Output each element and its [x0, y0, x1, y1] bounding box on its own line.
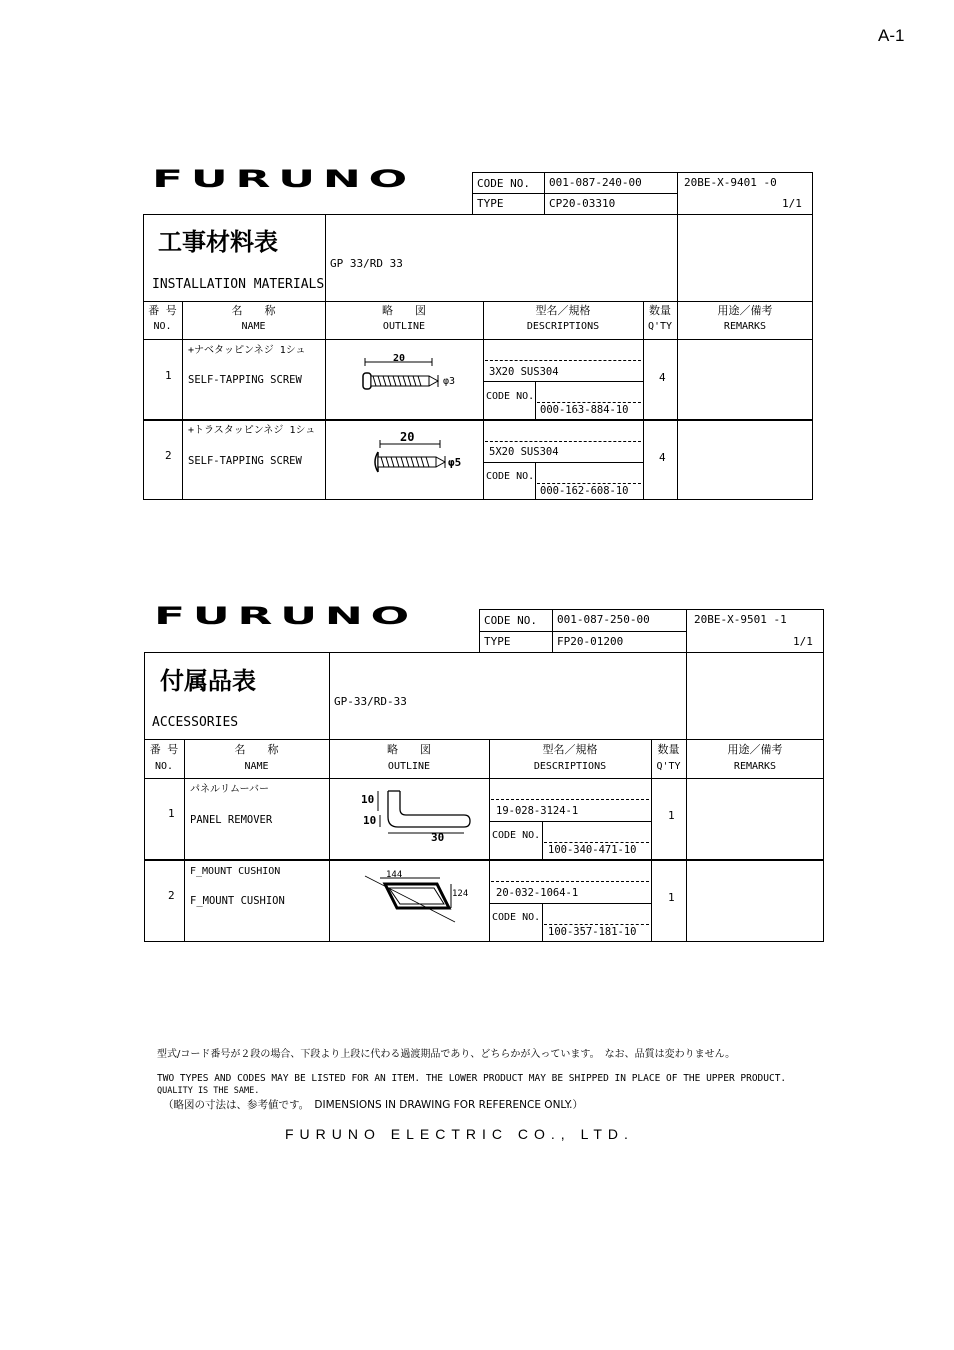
header-desc-jp: 型名／規格 — [535, 304, 591, 317]
item-qty: 4 — [659, 451, 666, 464]
outline-length: 20 — [400, 430, 415, 444]
header-qty-en: Q'TY — [656, 761, 681, 772]
outline-diameter: φ5 — [448, 456, 462, 469]
header-outline-en: OUTLINE — [387, 761, 431, 772]
header-qty-jp: 数量 — [649, 304, 671, 317]
header-qty-jp: 数量 — [657, 743, 680, 756]
type-value: FP20-01200 — [557, 635, 624, 648]
type-value: CP20-03310 — [549, 197, 616, 210]
outline-diameter: φ3 — [443, 376, 456, 387]
header-remarks-jp: 用途／備考 — [717, 304, 773, 317]
outline-length: 30 — [431, 831, 445, 844]
header-desc-en: DESCRIPTIONS — [526, 321, 600, 332]
footer-note-reference: （略図の寸法は、参考値です。 DIMENSIONS IN DRAWING FOR REFERENCE ONLY.） — [163, 1099, 584, 1111]
footer-note-en: TWO TYPES AND CODES MAY BE LISTED FOR AN ITEM. THE LOWER PRODUCT MAY BE SHIPPED IN PLACE OF THE UPPER PRODUCT. — [157, 1073, 787, 1084]
item-name-jp: +トラスタッピンネジ 1シュ — [188, 425, 316, 436]
header-desc-en: DESCRIPTIONS — [533, 761, 607, 772]
doc-number: 20BE-X-9501 -1 — [694, 613, 787, 626]
item-qty: 4 — [659, 371, 666, 384]
outline-height: 10 — [361, 793, 375, 806]
outline-length: 144 — [386, 870, 403, 880]
outline-length: 20 — [393, 353, 406, 364]
header-outline-jp: 略 図 — [382, 304, 426, 317]
page-number: A-1 — [878, 26, 905, 45]
item-description: 5X20 SUS304 — [489, 446, 559, 458]
code-no-label: CODE NO. — [492, 912, 541, 923]
cushion-outline-drawing — [355, 870, 465, 930]
item-code: 000-163-884-10 — [540, 404, 629, 416]
item-qty: 1 — [668, 809, 675, 822]
item-qty: 1 — [668, 891, 675, 904]
row-number: 2 — [168, 889, 175, 902]
header-qty-en: Q'TY — [647, 321, 673, 332]
furuno-logo: FURUNO — [154, 602, 417, 630]
doc-number: 20BE-X-9401 -0 — [684, 176, 777, 189]
title-jp: 工事材料表 — [158, 228, 278, 256]
item-name-jp: +ナベタッピンネジ 1シュ — [188, 345, 306, 356]
item-description: 3X20 SUS304 — [489, 366, 559, 378]
title-en: ACCESSORIES — [152, 715, 239, 730]
code-no-label: CODE NO. — [492, 830, 541, 841]
item-code: 100-340-471-10 — [548, 844, 637, 856]
item-name-en: SELF-TAPPING SCREW — [188, 455, 302, 467]
header-no-jp: 番 号 — [148, 304, 177, 317]
item-name-en: SELF-TAPPING SCREW — [188, 374, 302, 386]
header-no-en: NO. — [153, 321, 172, 332]
footer-note-jp: 型式/コード番号が２段の場合、下段より上段に代わる過渡期品であり、どちらかが入っています。 なお、品質は変わりません。 — [157, 1049, 736, 1060]
header-name-en: NAME — [244, 761, 269, 772]
model: GP-33/RD-33 — [334, 695, 407, 708]
title-jp: 付属品表 — [160, 667, 256, 695]
page-of: 1/1 — [782, 197, 802, 210]
header-remarks-jp: 用途／備考 — [727, 743, 783, 756]
item-description: 19-028-3124-1 — [496, 805, 579, 817]
code-no-label: CODE NO. — [486, 471, 535, 482]
page-of: 1/1 — [793, 635, 813, 648]
header-name-jp: 名 称 — [231, 304, 276, 317]
item-name-en: PANEL REMOVER — [190, 814, 273, 826]
code-label: CODE NO. — [477, 177, 530, 190]
row-number: 1 — [165, 369, 172, 382]
header-name-en: NAME — [241, 321, 266, 332]
company-name: FURUNO ELECTRIC CO., LTD. — [285, 1126, 634, 1142]
type-label: TYPE — [484, 635, 511, 648]
header-name-jp: 名 称 — [234, 743, 279, 756]
row-number: 2 — [165, 449, 172, 462]
item-name-en: F_MOUNT CUSHION — [190, 895, 285, 907]
header-outline-jp: 略 図 — [387, 743, 431, 756]
panel-remover-drawing — [360, 787, 470, 837]
item-code: 100-357-181-10 — [548, 926, 637, 938]
furuno-logo: FURUNO — [152, 165, 415, 193]
header-no-jp: 番 号 — [149, 743, 179, 756]
model: GP 33/RD 33 — [330, 257, 403, 270]
footer-note-quality: QUALITY IS THE SAME. — [157, 1086, 260, 1096]
header-no-en: NO. — [154, 761, 174, 772]
code-label: CODE NO. — [484, 614, 537, 627]
header-remarks-en: REMARKS — [723, 321, 767, 332]
code-no-label: CODE NO. — [486, 391, 535, 402]
item-description: 20-032-1064-1 — [496, 887, 579, 899]
outline-width: 10 — [363, 814, 377, 827]
header-remarks-en: REMARKS — [733, 761, 777, 772]
type-label: TYPE — [477, 197, 504, 210]
header-desc-jp: 型名／規格 — [542, 743, 598, 756]
screw-outline-drawing — [368, 434, 478, 474]
row-number: 1 — [168, 807, 175, 820]
item-name-jp: パネルリムーバー — [190, 784, 269, 795]
outline-width: 124 — [452, 889, 469, 899]
code-value: 001-087-240-00 — [549, 176, 642, 189]
title-en: INSTALLATION MATERIALS — [152, 277, 325, 292]
item-name-jp: F_MOUNT CUSHION — [190, 866, 281, 877]
code-value: 001-087-250-00 — [557, 613, 650, 626]
header-outline-en: OUTLINE — [382, 321, 426, 332]
item-code: 000-162-608-10 — [540, 485, 629, 497]
